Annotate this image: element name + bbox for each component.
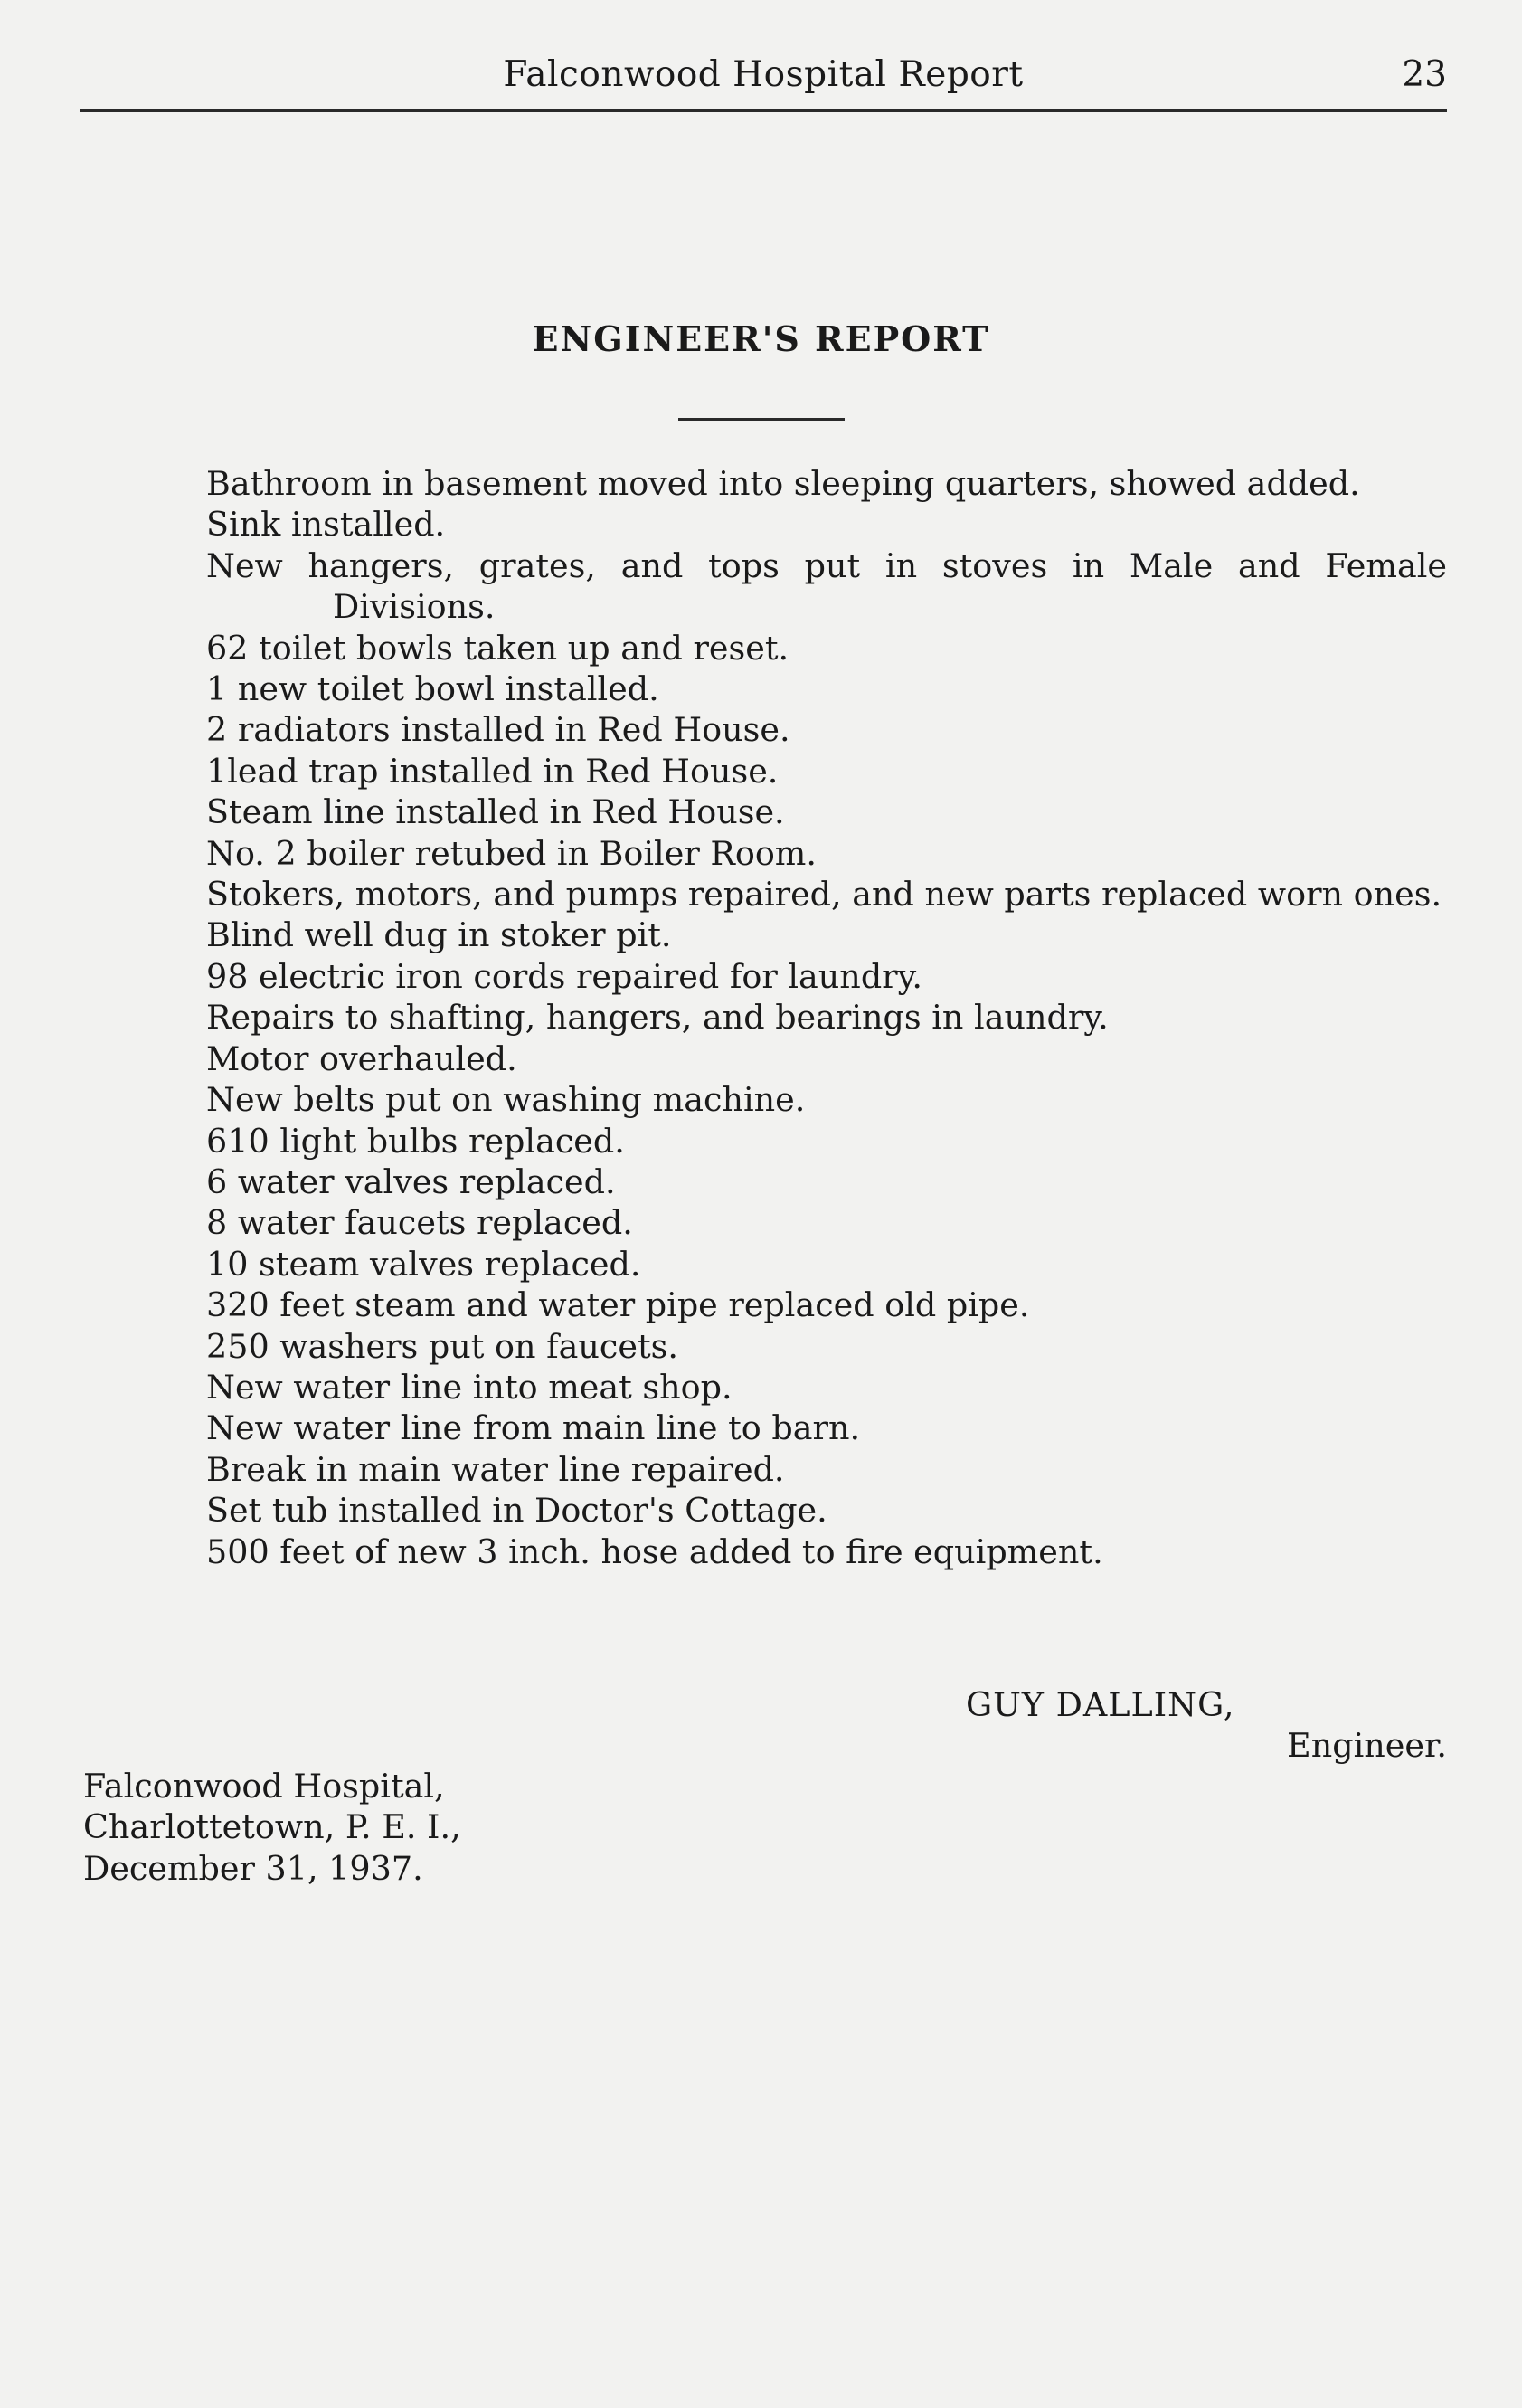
report-item: Stokers, motors, and pumps repaired, and new parts replaced worn ones.	[206, 875, 1442, 915]
page-number: 23	[1402, 54, 1447, 95]
report-item: 1 new toilet bowl installed.	[206, 669, 659, 709]
report-item: 6 water valves replaced.	[206, 1161, 616, 1201]
report-item: Steam line installed in Red House.	[206, 792, 785, 832]
report-item: 10 steam valves replaced.	[206, 1244, 641, 1284]
report-item: Bathroom in basement moved into sleeping quarters, showed added.	[206, 464, 1360, 503]
address-block	[83, 1766, 461, 1889]
report-item: 98 electric iron cords repaired for laundry.	[206, 956, 923, 996]
report-item: Set tub installed in Doctor's Cottage.	[206, 1491, 827, 1531]
report-item: 62 toilet bowls taken up and reset.	[206, 628, 789, 668]
report-item: New water line from main line to barn.	[206, 1408, 861, 1448]
running-header	[80, 47, 1447, 110]
report-items-list	[206, 463, 1447, 1572]
report-title: ENGINEER'S REPORT	[532, 318, 990, 359]
address-line: Charlottetown, P. E. I.,	[83, 1807, 461, 1847]
report-item: Blind well dug in stoker pit.	[206, 915, 672, 955]
report-item: 8 water faucets replaced.	[206, 1203, 633, 1243]
report-item: Motor overhauled.	[206, 1038, 517, 1078]
running-title: Falconwood Hospital Report	[503, 54, 1024, 95]
report-item: 500 feet of new 3 inch. hose added to fire equipment.	[206, 1531, 1103, 1571]
report-item: No. 2 boiler retubed in Boiler Room.	[206, 833, 818, 873]
report-item: Sink installed.	[206, 505, 446, 545]
report-item: Repairs to shafting, hangers, and bearings in laundry.	[206, 998, 1109, 1038]
title-rule	[678, 418, 845, 421]
report-item: 250 washers put on faucets.	[206, 1326, 678, 1366]
report-item: Break in main water line repaired.	[206, 1449, 785, 1489]
header-rule	[80, 109, 1447, 112]
signatory-name: GUY DALLING,	[966, 1685, 1235, 1724]
report-item: 1lead trap installed in Red House.	[206, 751, 779, 791]
report-item: 610 light bulbs replaced.	[206, 1121, 625, 1161]
report-item: 2 radiators installed in Red House.	[206, 710, 790, 750]
date-line: December 31, 1937.	[83, 1848, 423, 1888]
report-item: New water line into meat shop.	[206, 1367, 733, 1407]
report-item: New hangers, grates, and tops put in stoves in Male and Female Divisions.	[206, 545, 1447, 627]
signatory-role: Engineer.	[1287, 1726, 1447, 1765]
report-item: 320 feet steam and water pipe replaced old pipe.	[206, 1285, 1030, 1325]
address-line: Falconwood Hospital,	[83, 1767, 445, 1806]
report-item: New belts put on washing machine.	[206, 1080, 806, 1120]
